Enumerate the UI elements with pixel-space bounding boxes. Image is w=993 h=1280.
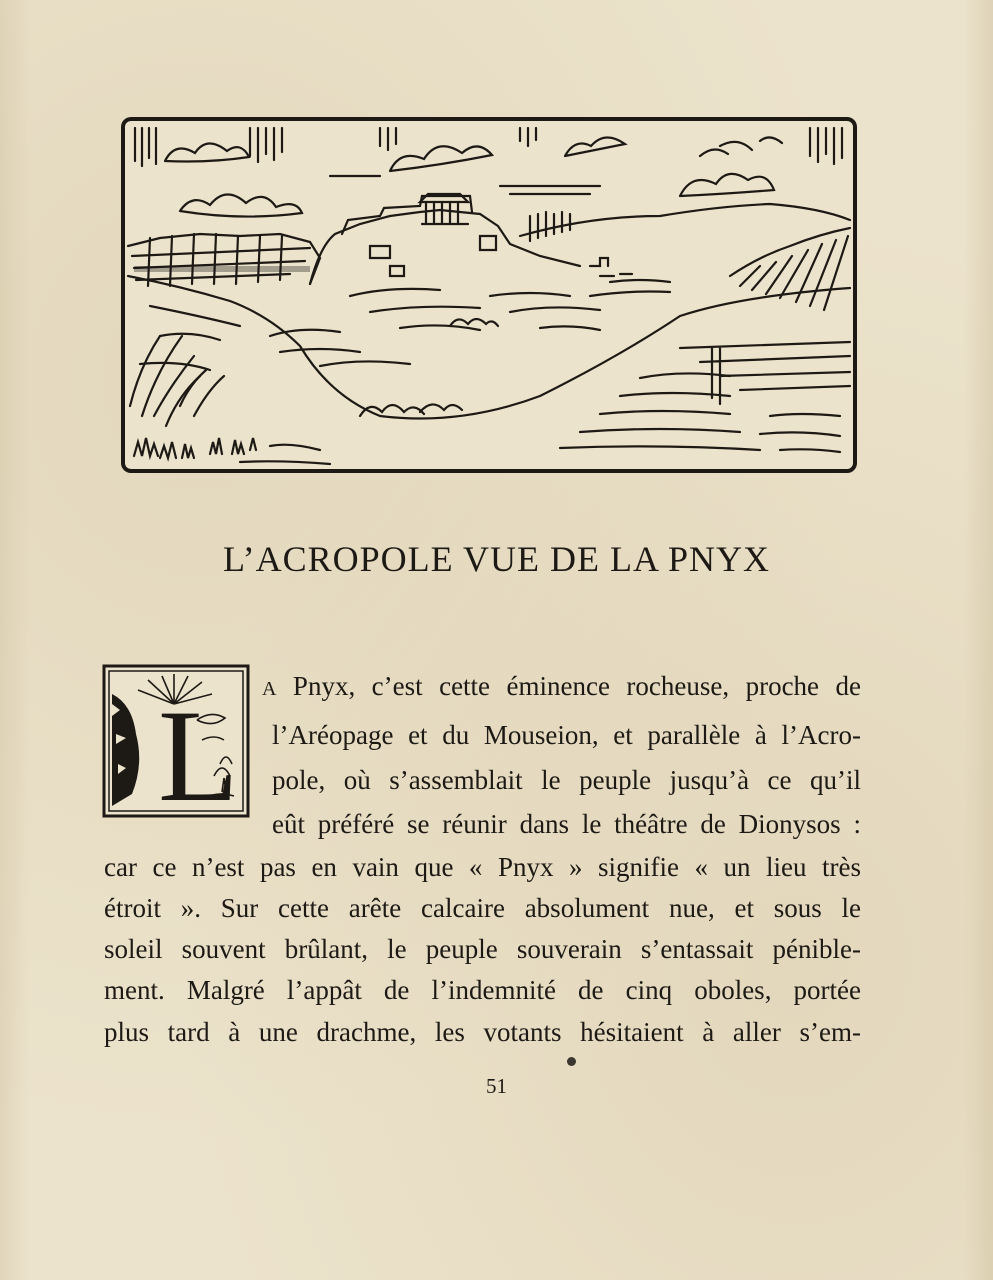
woodcut-landscape-icon (120, 116, 858, 474)
body-line-1-text: Pnyx, c’est cette éminence rocheuse, proche de (292, 671, 861, 701)
ink-spot (567, 1057, 576, 1066)
body-line-7: soleil souvent brûlant, le peuple souverain s’entassait pénible- (104, 934, 861, 964)
body-line-3: pole, où s’assemblait le peuple jusqu’à ce qu’il (272, 765, 861, 795)
decorated-initial-L-icon (102, 664, 250, 818)
body-line-5: car ce n’est pas en vain que « Pnyx » signifie « un lieu très (104, 852, 861, 882)
page-number: 51 (486, 1074, 507, 1098)
body-line-1-lead: A (262, 678, 277, 700)
acropolis-vignette-illustration (120, 116, 858, 474)
body-line-2: l’Aréopage et du Mouseion, et parallèle à l’Acro- (272, 720, 861, 750)
body-line-4: eût préféré se réunir dans le théâtre de Dionysos : (272, 809, 861, 839)
body-line-6: étroit ». Sur cette arête calcaire absolument nue, et sous le (104, 893, 861, 923)
body-line-9: plus tard à une drachme, les votants hésitaient à aller s’em- (104, 1017, 861, 1047)
dropcap-letter: L (158, 682, 239, 818)
chapter-title: L’ACROPOLE VUE DE LA PNYX (222, 539, 771, 579)
body-line-8: ment. Malgré l’appât de l’indemnité de cinq oboles, portée (104, 975, 861, 1005)
body-line-1 (262, 669, 861, 706)
